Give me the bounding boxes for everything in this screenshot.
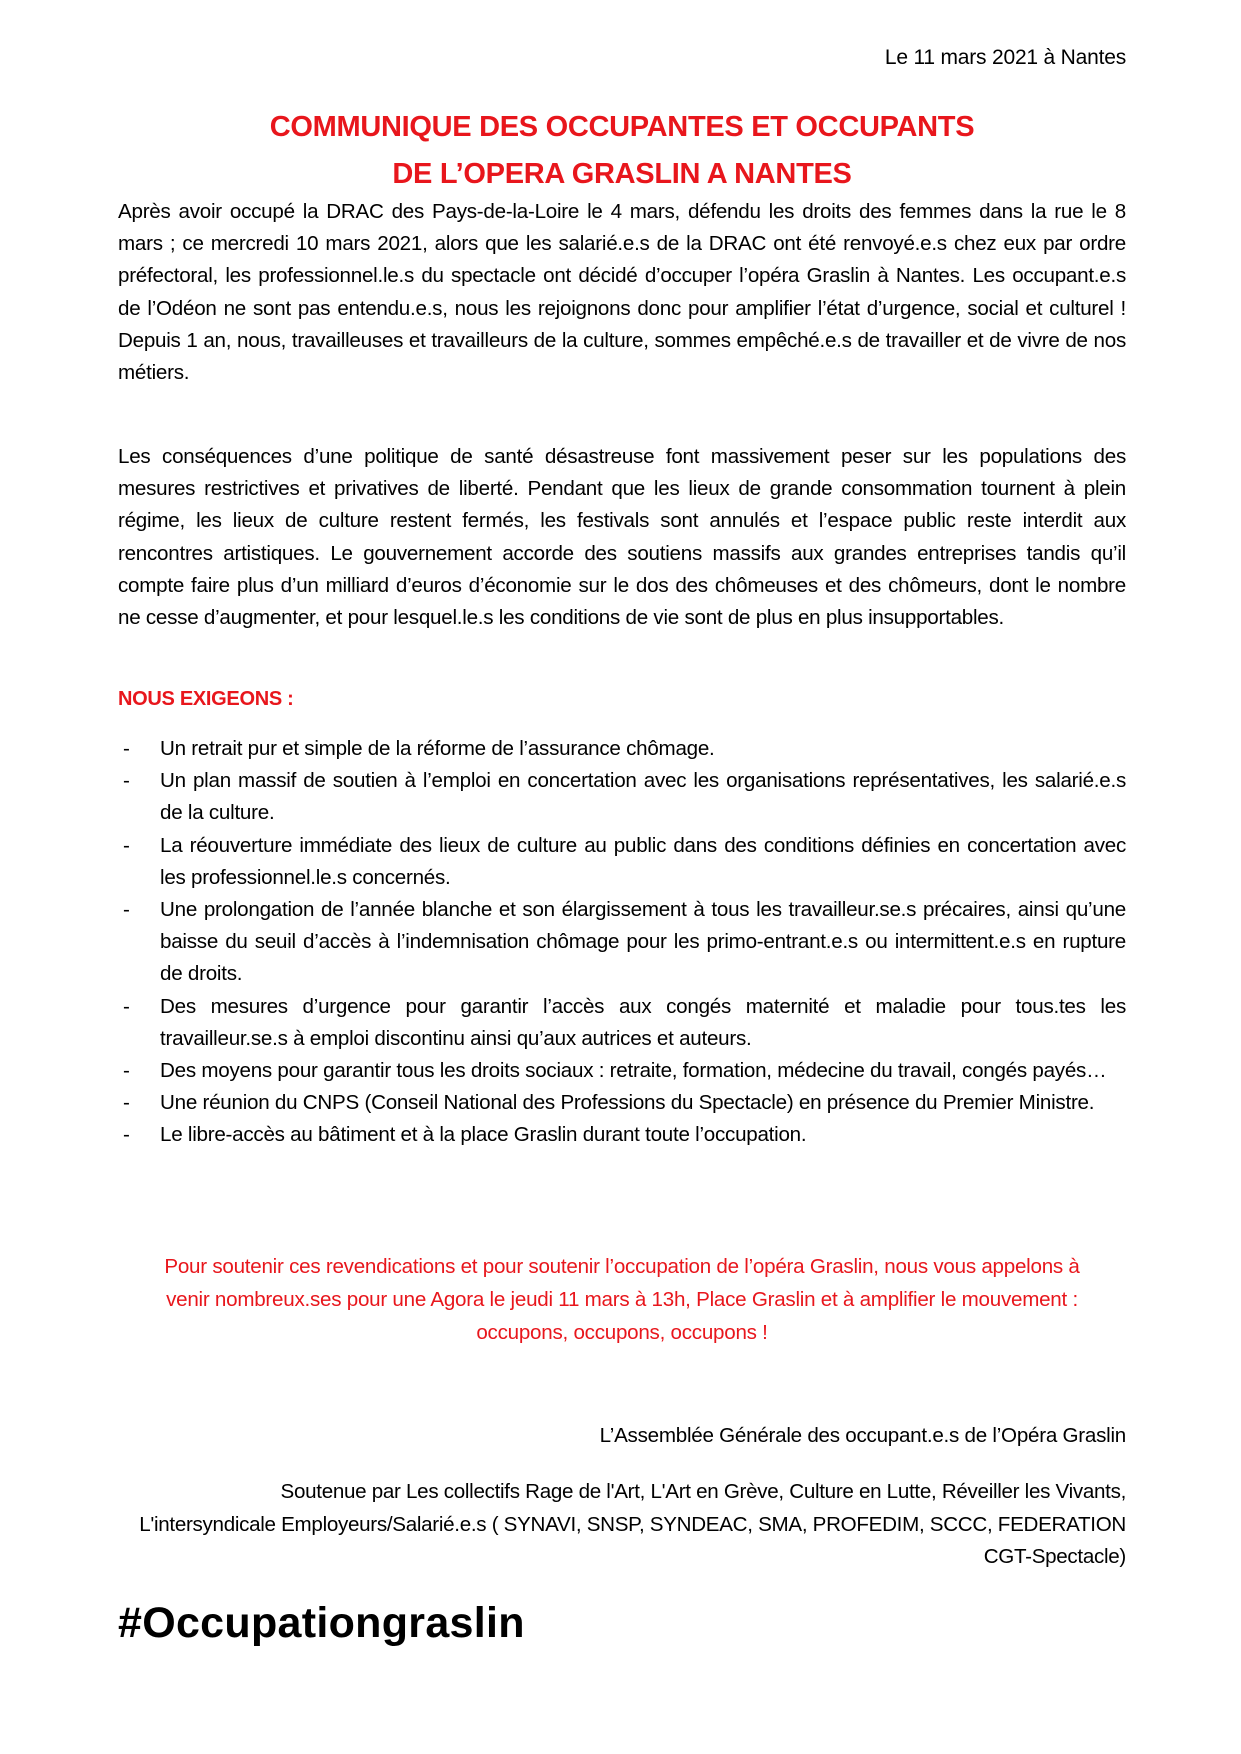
list-item <box>118 1055 1126 1087</box>
demand-text: Des moyens pour garantir tous les droits sociaux : retraite, formation, médecine du travail, congés payés… <box>160 1059 1107 1083</box>
list-item <box>118 991 1126 1055</box>
signature: L’Assemblée Générale des occupant.e.s de l’Opéra Graslin <box>599 1424 1126 1447</box>
list-bullet: - <box>123 898 130 922</box>
paragraph-consequences: Les conséquences d’une politique de santé désastreuse font massivement peser sur les populations des mesures restrictives et privatives de liberté. Pendant que les lieux de grande consommation tournent à plein régime, les lieux de culture restent fermés, les festivals sont annulés et l’espace public reste interdit aux rencontres artistiques. Le gouvernement accorde des soutiens massifs aux grandes entreprises tandis qu’il compte faire plus d’un milliard d’euros d’économie sur le dos des chômeuses et des chômeurs, dont le nombre ne cesse d’augmenter, et pour lesquel.le.s les conditions de vie sont de plus en plus insupportables. <box>118 445 1126 630</box>
call-line-2: venir nombreux.ses pour une Agora le jeudi 11 mars à 13h, Place Graslin et à amplifier le mouvement : <box>166 1288 1078 1311</box>
demand-text: Un retrait pur et simple de la réforme de l’assurance chômage. <box>160 737 715 760</box>
demand-text: Une prolongation de l’année blanche et son élargissement à tous les travailleur.se.s précaires, ainsi qu’une baisse du seuil d’accès à l’indemnisation chômage pour les primo-entrant.e.s ou intermittent.e.s en rupture de droits. <box>160 898 1126 986</box>
list-item <box>118 1087 1126 1119</box>
support-line-2: L'intersyndicale Employeurs/Salarié.e.s ( SYNAVI, SNSP, SYNDEAC, SMA, PROFEDIM, SCCC, FEDERATION <box>139 1512 1126 1536</box>
list-item <box>118 1119 1126 1151</box>
list-item <box>118 765 1126 829</box>
list-bullet: - <box>123 769 130 793</box>
date-line: Le 11 mars 2021 à Nantes <box>884 46 1126 69</box>
paragraph-intro: Après avoir occupé la DRAC des Pays-de-la-Loire le 4 mars, défendu les droits des femmes dans la rue le 8 mars ; ce mercredi 10 mars 2021, alors que les salarié.e.s de la DRAC ont été renvoyé.e.s chez eux par ordre préfectoral, les professionnel.le.s du spectacle ont décidé d’occuper l’opéra Graslin à Nantes. Les occupant.e.s de l’Odéon ne sont pas entendu.e.s, nous les rejoignons donc pour amplifier l’état d’urgence, social et culturel ! Depuis 1 an, nous, travailleuses et travailleurs de la culture, sommes empêché.e.s de travailler et de vivre de nos métiers. <box>118 200 1126 385</box>
list-item <box>118 733 1126 765</box>
demand-text: Des mesures d’urgence pour garantir l’accès aux congés maternité et maladie pour tous.tes les travailleur.se.s à emploi discontinu ainsi qu’aux autrices et auteurs. <box>160 994 1126 1050</box>
call-to-action <box>118 1250 1126 1349</box>
list-bullet: - <box>123 1123 130 1147</box>
list-item <box>118 830 1126 894</box>
call-line-1: Pour soutenir ces revendications et pour soutenir l’occupation de l’opéra Graslin, nous vous appelons à <box>164 1255 1080 1278</box>
list-item <box>118 894 1126 991</box>
document-title <box>118 104 1126 198</box>
list-bullet: - <box>123 994 130 1018</box>
call-line-3: occupons, occupons, occupons ! <box>476 1321 768 1344</box>
list-bullet: - <box>123 1091 130 1115</box>
demand-text: Une réunion du CNPS (Conseil National des Professions du Spectacle) en présence du Premier Ministre. <box>160 1091 1095 1115</box>
support-statement <box>126 1476 1126 1574</box>
support-line-1: Soutenue par Les collectifs Rage de l'Art, L'Art en Grève, Culture en Lutte, Réveiller les Vivants, <box>280 1480 1126 1503</box>
demand-text: Le libre-accès au bâtiment et à la place Graslin durant toute l’occupation. <box>160 1123 807 1147</box>
hashtag: #Occupationgraslin <box>118 1599 525 1647</box>
demands-list <box>118 733 1126 1152</box>
title-line-1: COMMUNIQUE DES OCCUPANTES ET OCCUPANTS <box>269 111 975 143</box>
list-bullet: - <box>123 1059 130 1083</box>
demand-text: La réouverture immédiate des lieux de culture au public dans des conditions définies en concertation avec les professionnel.le.s concernés. <box>160 833 1126 889</box>
support-line-3: CGT-Spectacle) <box>983 1545 1126 1568</box>
demand-text: Un plan massif de soutien à l’emploi en concertation avec les organisations représentatives, les salarié.e.s de la culture. <box>160 769 1126 825</box>
demands-heading: NOUS EXIGEONS : <box>118 688 294 710</box>
list-bullet: - <box>123 737 130 760</box>
list-bullet: - <box>123 833 130 857</box>
title-line-2: DE L’OPERA GRASLIN A NANTES <box>392 158 852 190</box>
